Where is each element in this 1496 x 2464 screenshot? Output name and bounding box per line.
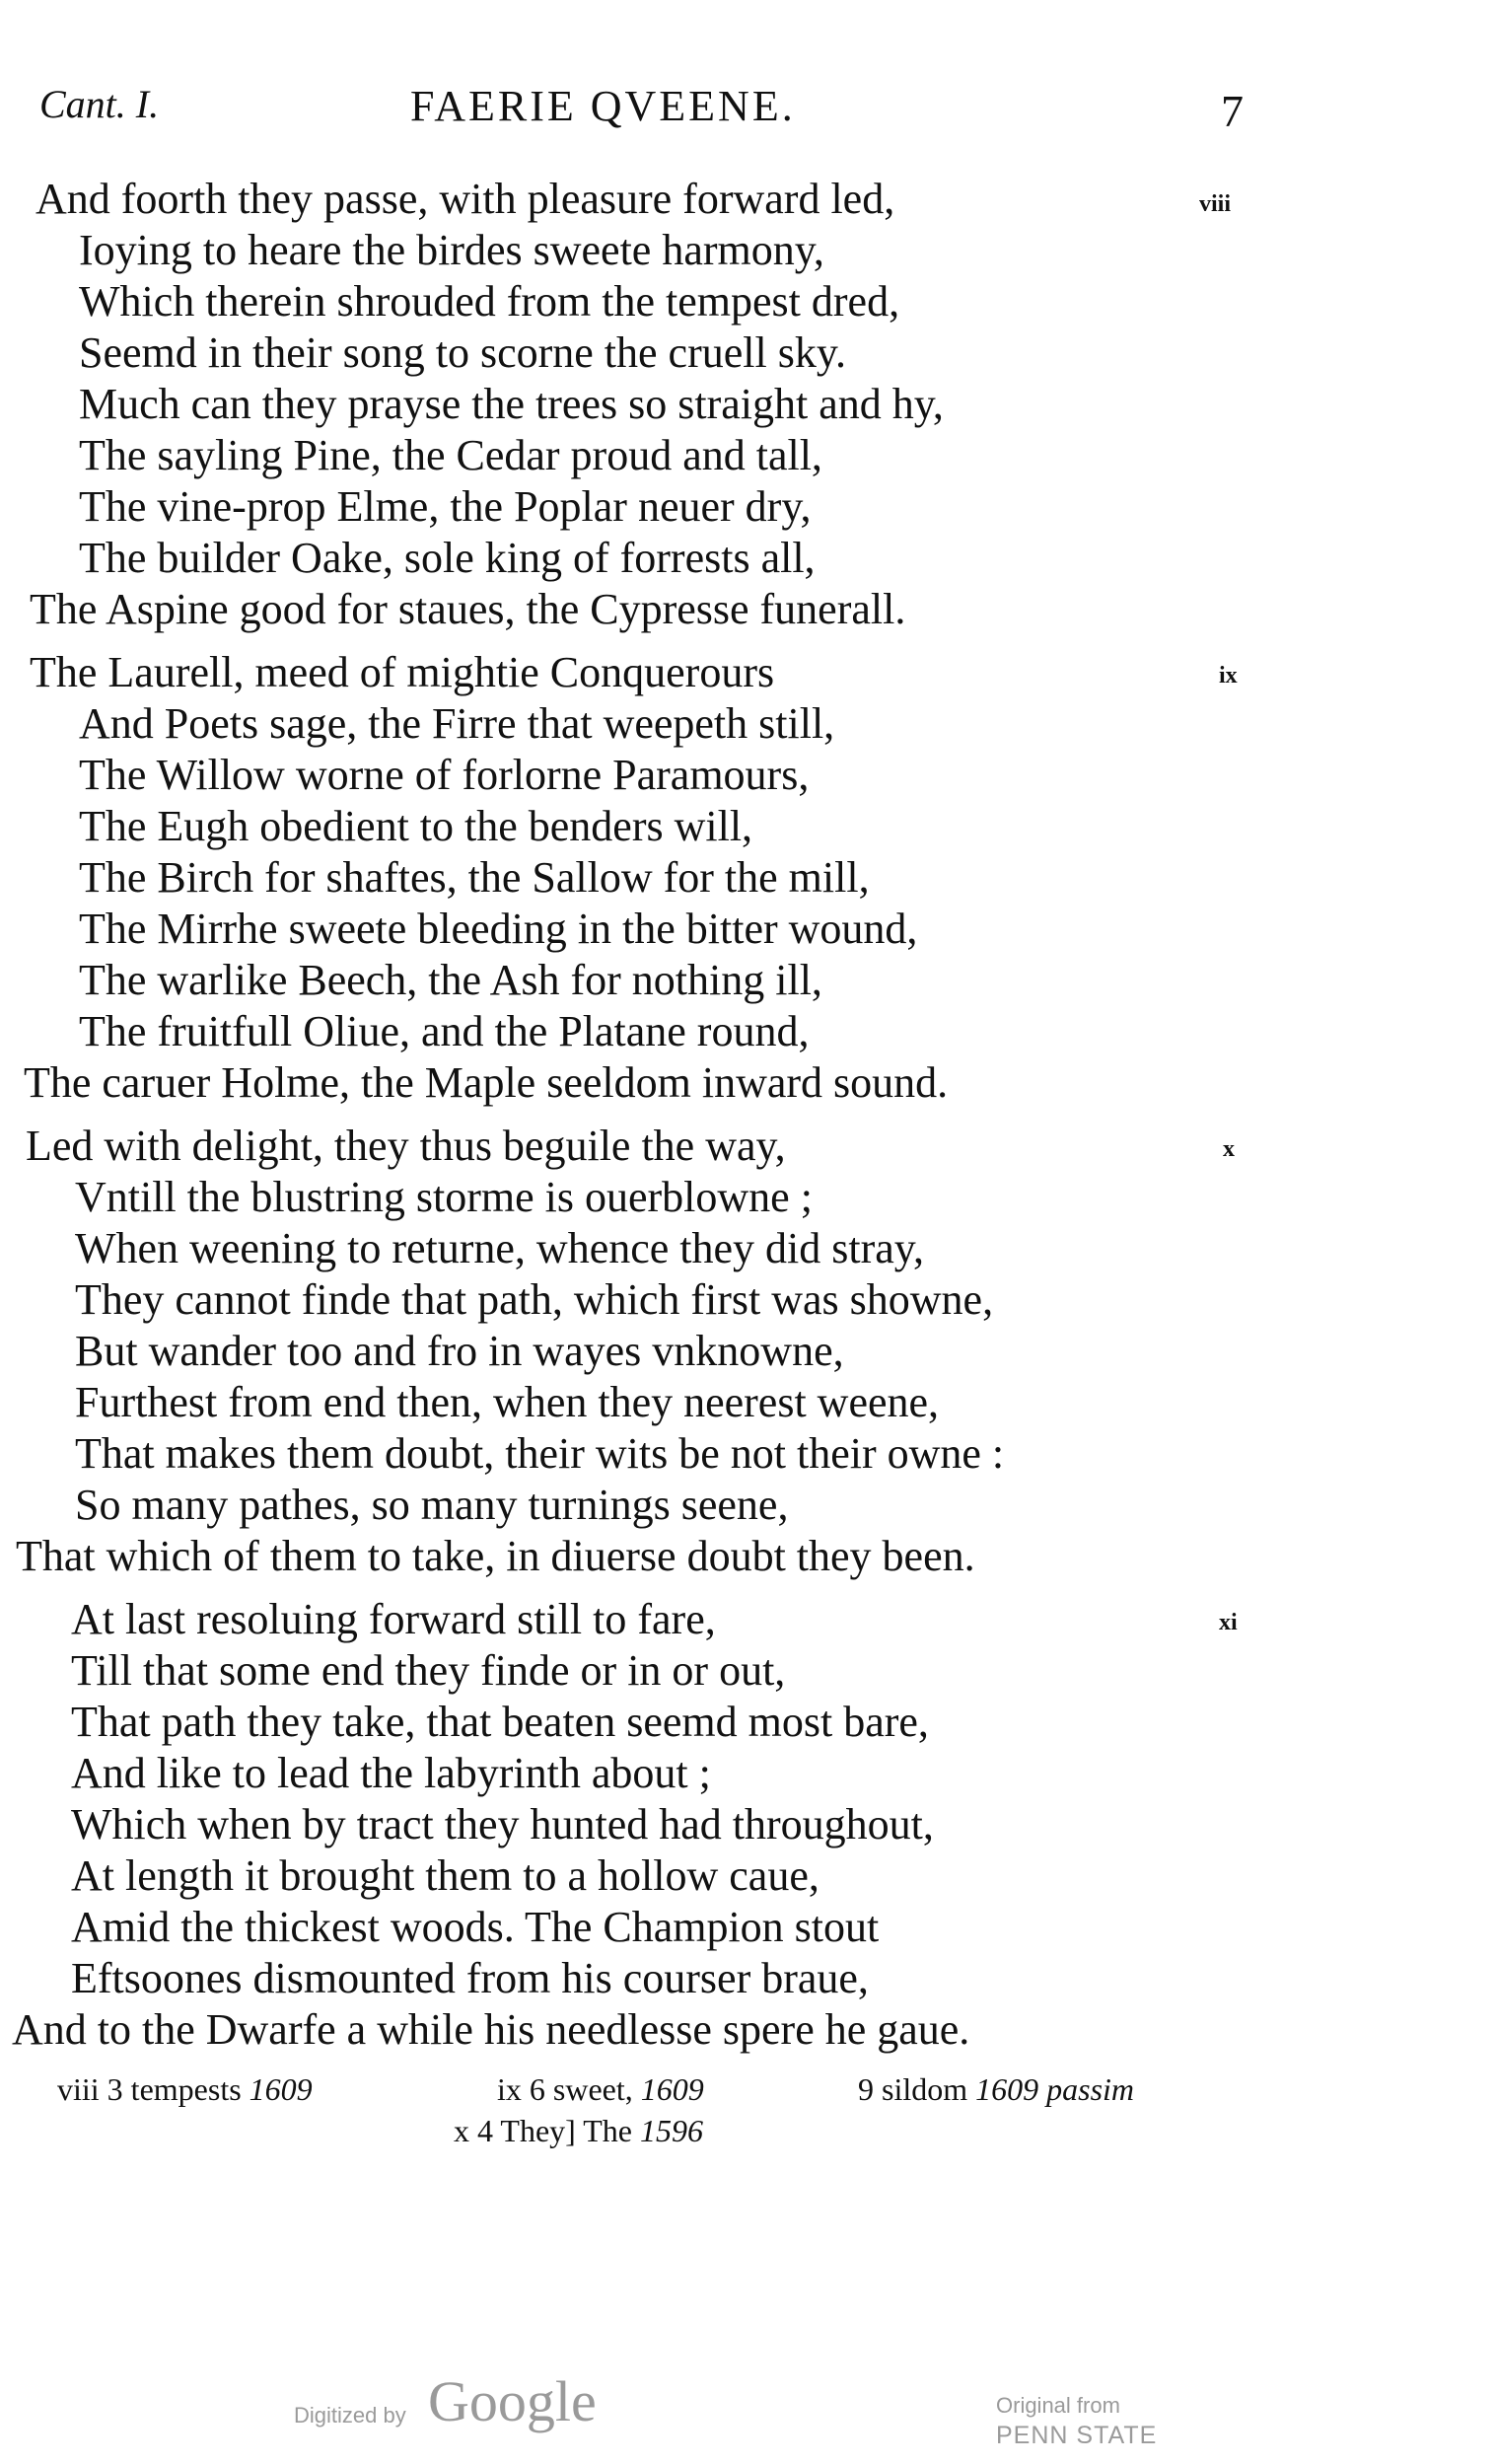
verse-line: Seemd in their song to scorne the cruell sky. [79, 328, 846, 377]
institution-name: PENN STATE [996, 2422, 1158, 2449]
verse-line: At length it brought them to a hollow caue, [71, 1851, 819, 1900]
verse-line: Led with delight, they thus beguile the way, [26, 1122, 786, 1170]
verse-line: Till that some end they finde or in or out, [71, 1646, 786, 1695]
footnote-year: 1609 [975, 2071, 1039, 2107]
verse-line: That which of them to take, in diuerse doubt they been. [16, 1532, 975, 1580]
verse-line: The builder Oake, sole king of forrests all, [79, 534, 816, 582]
verse-line: Furthest from end then, when they neerest weene, [75, 1378, 940, 1426]
running-head-title: FAERIE QVEENE. [410, 82, 796, 130]
verse-line: The caruer Holme, the Maple seeldom inward sound. [24, 1058, 949, 1107]
verse-line: The Eugh obedient to the benders will, [79, 802, 753, 850]
verse-line: They cannot finde that path, which first was showne, [75, 1275, 994, 1324]
digitized-by-label: Digitized by [294, 2403, 406, 2428]
verse-line: That path they take, that beaten seemd most bare, [71, 1698, 929, 1746]
footnote-text: 9 sildom [858, 2071, 968, 2107]
verse-line: And like to lead the labyrinth about ; [71, 1749, 711, 1797]
original-source-label [996, 2391, 1157, 2450]
verse-line: The Aspine good for staues, the Cypresse funerall. [30, 585, 906, 633]
verse-line: The Birch for shaftes, the Sallow for the mill, [79, 853, 870, 902]
verse-line: And Poets sage, the Firre that weepeth still, [79, 699, 835, 748]
running-head-canto: Cant. I. [39, 82, 160, 126]
verse-line: The Mirrhe sweete bleeding in the bitter wound, [79, 905, 918, 953]
verse-line: The Willow worne of forlorne Paramours, [79, 751, 810, 799]
verse-line: And to the Dwarfe a while his needlesse spere he gaue. [12, 2005, 970, 2054]
verse-line: But wander too and fro in wayes vnknowne, [75, 1327, 844, 1375]
stanza-number: x [1223, 1136, 1235, 1162]
footnote-year: 1596 [640, 2113, 703, 2148]
verse-line: Much can they prayse the trees so straight and hy, [79, 380, 944, 428]
verse-line: That makes them doubt, their wits be not their owne : [75, 1429, 1005, 1478]
stanza-number: viii [1199, 191, 1232, 217]
verse-line: The warlike Beech, the Ash for nothing ill, [79, 956, 822, 1004]
verse-line: Which when by tract they hunted had throughout, [71, 1800, 934, 1848]
footnote [497, 2071, 704, 2108]
footnote-year: 1609 [249, 2071, 313, 2107]
verse-line: The fruitfull Oliue, and the Platane round, [79, 1007, 810, 1055]
verse-line: And foorth they passe, with pleasure forward led, [36, 175, 895, 223]
google-logo: Google [428, 2369, 597, 2433]
stanza-number: xi [1219, 1610, 1238, 1635]
footnote [858, 2071, 1134, 2108]
footnote [57, 2071, 313, 2108]
verse-line: The sayling Pine, the Cedar proud and tall, [79, 431, 822, 479]
footnote-text: viii 3 tempests [57, 2071, 242, 2107]
verse-line: Which therein shrouded from the tempest dred, [79, 277, 900, 326]
verse-line: At last resoluing forward still to fare, [71, 1595, 716, 1643]
verse-line: Amid the thickest woods. The Champion stout [71, 1903, 880, 1951]
verse-line: Vntill the blustring storme is ouerblowne ; [75, 1173, 813, 1221]
stanza-number: ix [1219, 663, 1238, 688]
verse-line: The Laurell, meed of mightie Conquerours [30, 648, 775, 696]
verse-line: Eftsoones dismounted from his courser braue, [71, 1954, 869, 2002]
original-from-text: Original from [996, 2393, 1120, 2418]
verse-line: The vine-prop Elme, the Poplar neuer dry, [79, 482, 812, 531]
verse-line: Ioying to heare the birdes sweete harmony, [79, 226, 824, 274]
footnote-year: 1609 [640, 2071, 704, 2107]
footnote-text: x 4 They] The [454, 2113, 632, 2148]
verse-line: When weening to returne, whence they did stray, [75, 1224, 924, 1272]
footnote-extra: passim [1046, 2071, 1135, 2107]
page-number: 7 [1221, 86, 1244, 136]
footnote-text: ix 6 sweet, [497, 2071, 633, 2107]
verse-line: So many pathes, so many turnings seene, [75, 1481, 789, 1529]
footnote [454, 2113, 703, 2149]
